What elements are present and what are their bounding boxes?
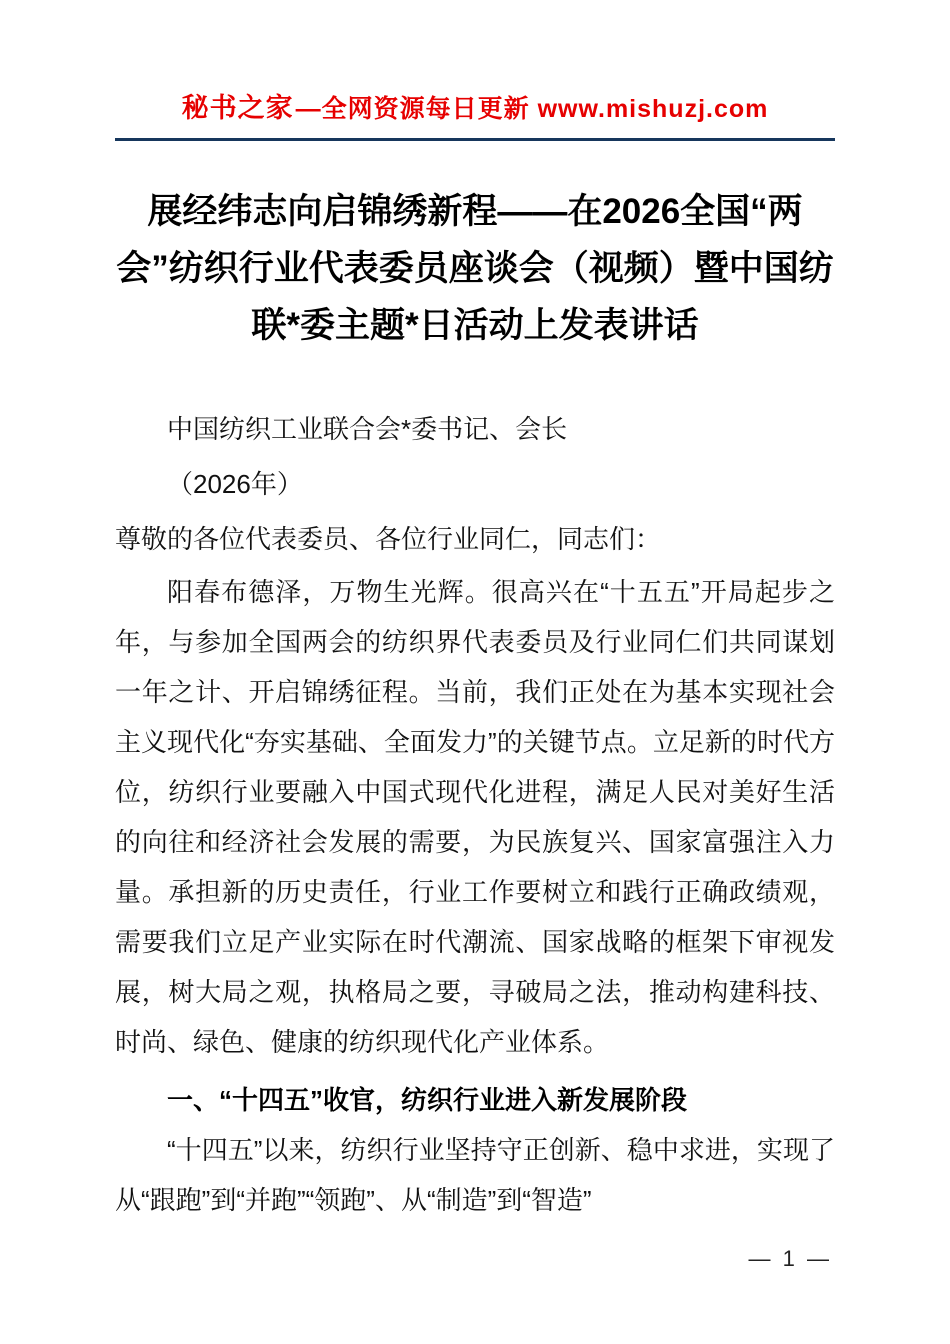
site-header (115, 86, 835, 125)
header-divider (115, 138, 835, 141)
document-title: 展经纬志向启锦绣新程——在2026全国“两会”纺织行业代表委员座谈会（视频）暨中国纺联*委主题*日活动上发表讲话 (116, 192, 834, 345)
paragraph-2: “十四五”以来，纺织行业坚持守正创新、稳中求进，实现了从“跟跑”到“并跑”“领跑”、从“制造”到“智造” (115, 1135, 835, 1215)
date-line: （2026年） (167, 469, 303, 499)
author-line: 中国纺织工业联合会*委书记、会长 (167, 414, 568, 444)
page-number: — 1 — (748, 1246, 832, 1271)
paragraph-1: 阳春布德泽，万物生光辉。很高兴在“十五五”开局起步之年，与参加全国两会的纺织界代表委员及行业同仁们共同谋划一年之计、开启锦绣征程。当前，我们正处在为基本实现社会主义现代化“夯实基础、全面发力”的关键节点。立足新的时代方位，纺织行业要融入中国式现代化进程，满足人民对美好生活的向往和经济社会发展的需要，为民族复兴、国家富强注入力量。承担新的历史责任，行业工作要树立和践行正确政绩观，需要我们立足产业实际在时代潮流、国家战略的框架下审视发展，树大局之观，执格局之要，寻破局之法，推动构建科技、时尚、绿色、健康的纺织现代化产业体系。 (115, 577, 835, 1057)
site-tagline: —全网资源每日更新 www.mishuzj.com (295, 95, 769, 123)
section-heading-1: 一、“十四五”收官，纺织行业进入新发展阶段 (167, 1085, 688, 1115)
salutation-line: 尊敬的各位代表委员、各位行业同仁，同志们： (115, 524, 662, 554)
site-brand: 秘书之家 (181, 93, 294, 123)
